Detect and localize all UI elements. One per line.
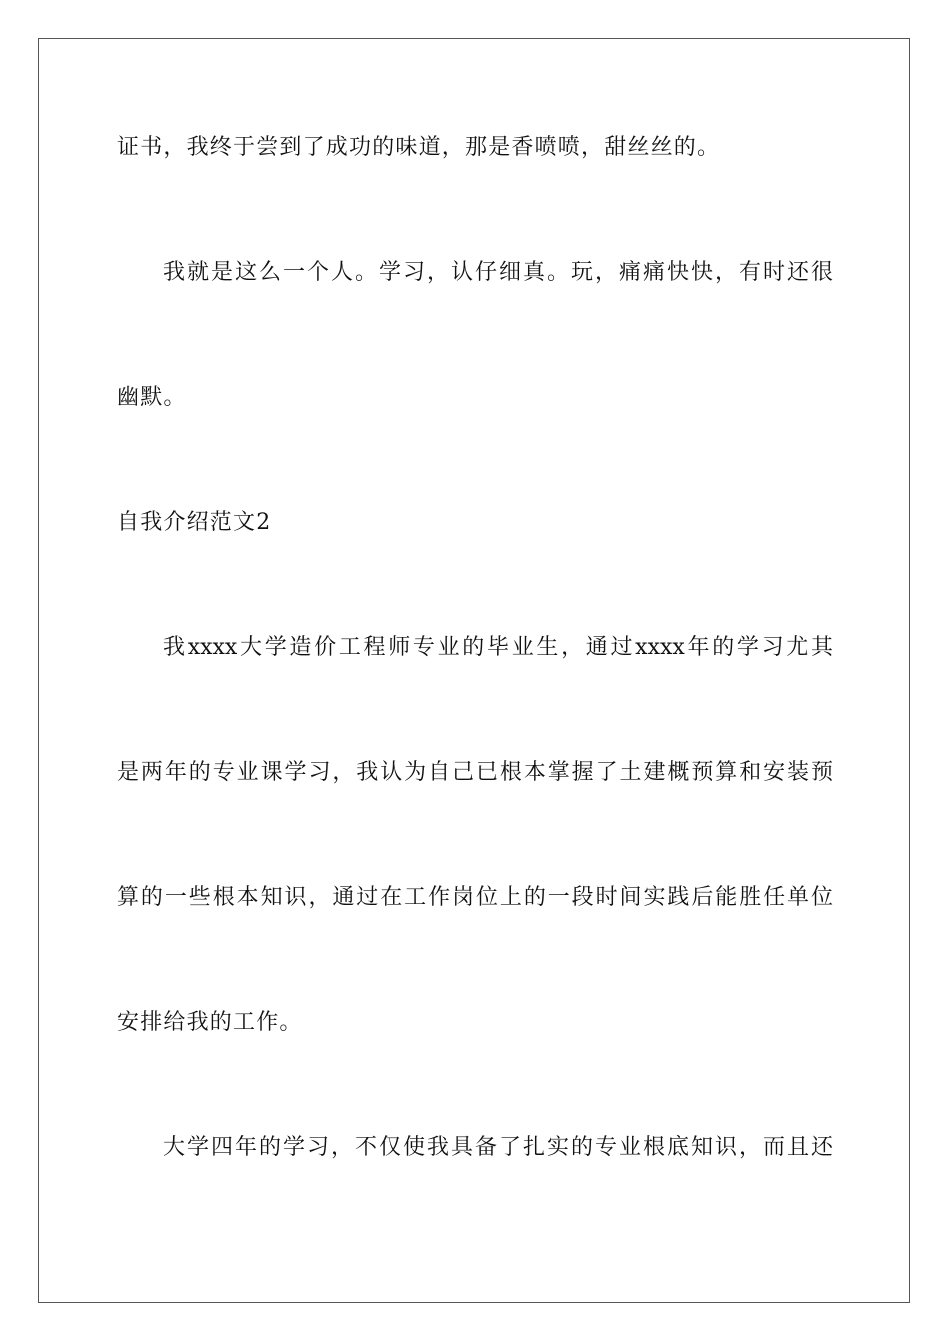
paragraph-line: 算的一些根本知识，通过在工作岗位上的一段时间实践后能胜任单位	[117, 885, 833, 910]
page-border	[38, 38, 910, 1303]
paragraph-first-line: 我就是这么一个人。学习，认仔细真。玩，痛痛快快，有时还很	[163, 260, 833, 285]
paragraph-line: 是两年的专业课学习，我认为自己已根本掌握了土建概预算和安装预	[117, 760, 833, 785]
paragraph-first-line: 大学四年的学习，不仅使我具备了扎实的专业根底知识，而且还	[163, 1135, 833, 1160]
section-heading: 自我介绍范文2	[117, 510, 272, 535]
paragraph-first-line: 我xxxx大学造价工程师专业的毕业生，通过xxxx年的学习尤其	[163, 635, 833, 660]
text-line-continuation: 证书，我终于尝到了成功的味道，那是香喷喷，甜丝丝的。	[117, 135, 721, 160]
paragraph-last-line: 幽默。	[117, 385, 187, 410]
paragraph-last-line: 安排给我的工作。	[117, 1010, 303, 1035]
